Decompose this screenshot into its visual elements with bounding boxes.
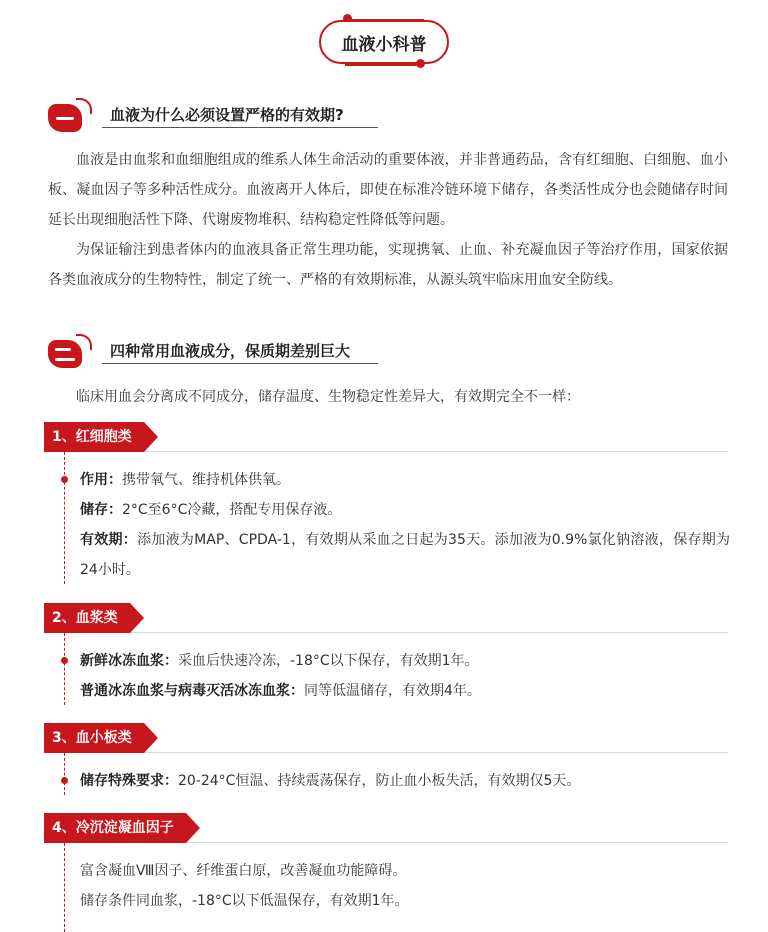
item-1-line-3-text: 添加液为MAP、CPDA-1，有效期从采血之日起为35天。添加液为0.9%氯化钠溶液，保存期为24小时。 [80,532,731,578]
section-1-underline [102,127,378,128]
section-2-title: 四种常用血液成分，保质期差别巨大 [110,342,351,360]
section-1-title: 血液为什么必须设置严格的有效期? [110,106,344,124]
item-1-line-1-label: 作用： [80,472,122,488]
page-title-text: 血液小科普 [341,34,427,55]
item-3-line-1 [80,766,730,796]
item-3-timeline [64,753,65,795]
item-1-line-2-label: 储存： [80,502,122,518]
item-1-timeline [64,452,65,584]
item-1-timeline-dot [61,476,68,483]
item-2-line-2-label: 普通冰冻血浆与病毒灭活冰冻血浆： [80,683,304,699]
section-1-arc-decoration [76,98,92,114]
item-4-line-1-text: 富含凝血Ⅷ因子、纤维蛋白原，改善凝血功能障碍。 [80,863,407,879]
item-4-line-1 [80,856,730,886]
section-2-arc-decoration [76,334,92,350]
section-2-header [44,334,384,374]
item-1-line-3-label: 有效期： [80,532,138,548]
item-3-heading: 3、血小板类 [44,723,144,753]
item-2-line-1-text: 采血后快速冷冻，-18°C以下保存，有效期1年。 [178,653,479,669]
item-3-line-1-text: 20-24°C恒温、持续震荡保存，防止血小板失活，有效期仅5天。 [178,773,581,789]
section-2-underline [102,363,378,364]
page-title [319,20,449,64]
item-4-line-2 [80,886,730,916]
item-1-heading: 1、红细胞类 [44,422,144,452]
item-2-line-2 [80,676,730,706]
section-1-header [44,98,384,138]
item-2-heading: 2、血浆类 [44,603,130,633]
item-2-timeline [64,633,65,705]
item-4-heading: 4、冷沉淀凝血因子 [44,813,186,843]
section-2-intro: 临床用血会分离成不同成分，储存温度、生物稳定性差异大，有效期完全不一样： [76,389,580,405]
item-2-rule [44,632,728,633]
item-4-timeline [64,843,65,932]
item-2-line-1 [80,646,730,676]
item-1-line-2 [80,495,730,525]
item-2-line-2-text: 同等低温储存，有效期4年。 [304,683,481,699]
item-1-line-1 [80,465,730,495]
item-3-timeline-dot [61,777,68,784]
section-1-paragraph-2: 为保证输注到患者体内的血液具备正常生理功能，实现携氧、止血、补充凝血因子等治疗作用，国家依据各类血液成分的生物特性，制定了统一、严格的有效期标准，从源头筑牢临床用血安全防线。 [48,242,728,288]
item-1-line-1-text: 携带氧气、维持机体供氧。 [122,472,290,488]
title-bottom-line [345,64,421,66]
title-bottom-dot [416,59,425,68]
item-1-line-3 [80,525,730,585]
item-3-line-1-label: 储存特殊要求： [80,773,178,789]
item-1-line-2-text: 2°C至6°C冷藏，搭配专用保存液。 [122,502,342,518]
item-2-timeline-dot [61,657,68,664]
item-4-line-2-text: 储存条件同血浆，-18°C以下低温保存，有效期1年。 [80,893,409,909]
section-1-paragraph-1: 血液是由血浆和血细胞组成的维系人体生命活动的重要体液，并非普通药品，含有红细胞、白细胞、血小板、凝血因子等多种活性成分。血液离开人体后，即使在标准冷链环境下储存，各类活性成分也会随储存时间延长出现细胞活性下降、代谢废物堆积、结构稳定性降低等问题。 [48,152,728,228]
item-2-line-1-label: 新鲜冰冻血浆： [80,653,178,669]
